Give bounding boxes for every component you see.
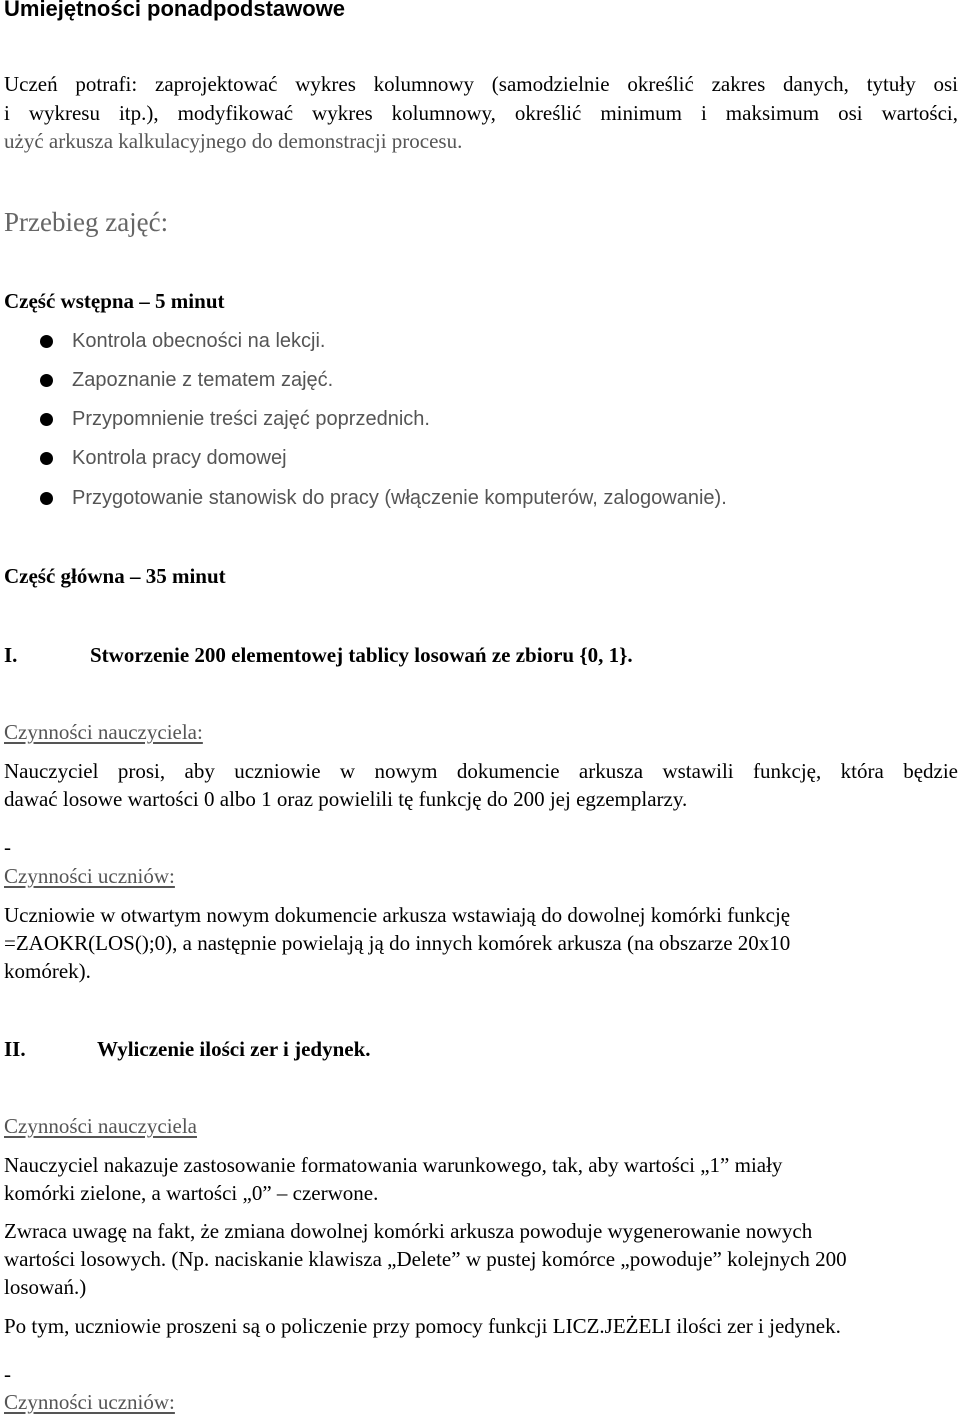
course-heading: Przebieg zajęć: bbox=[4, 207, 169, 237]
intro-list-item bbox=[40, 327, 325, 355]
section-1-title: Stworzenie 200 elementowej tablicy losowań ze zbioru {0, 1}. bbox=[90, 643, 633, 667]
intro-list-item bbox=[40, 484, 727, 512]
section-2-teacher-para-2-line-2: wartości losowych. (Np. naciskanie klawisza „Delete” w pustej komórce „powoduje” kolejnych 200 bbox=[4, 1247, 847, 1271]
section-2-teacher-para-2-line-1: Zwraca uwagę na fakt, że zmiana dowolnej komórki arkusza powoduje wygenerowanie nowych bbox=[4, 1219, 813, 1243]
section-1-students-line-1: Uczniowie w otwartym nowym dokumencie arkusza wstawiają do dowolnej komórki funkcję bbox=[4, 903, 791, 927]
intro-list-item-label: Przypomnienie treści zajęć poprzednich. bbox=[72, 408, 430, 430]
bullet-icon bbox=[40, 492, 53, 505]
section-1-students-line-2: =ZAOKR(LOS();0), a następnie powielają ją do innych komórek arkusza (na obszarze 20x10 bbox=[4, 931, 791, 955]
skills-paragraph-line-1: Uczeń potrafi: zaprojektować wykres kolumnowy (samodzielnie określić zakres danych, tytuły osi bbox=[4, 72, 958, 96]
intro-list-item-label: Zapoznanie z tematem zajęć. bbox=[72, 369, 334, 391]
bullet-icon bbox=[40, 452, 53, 465]
intro-list-item bbox=[40, 366, 333, 394]
section-1-students-label: Czynności uczniów: bbox=[4, 864, 175, 888]
section-1-teacher-line-1: Nauczyciel prosi, aby uczniowie w nowym dokumencie arkusza wstawili funkcję, która będzie bbox=[4, 759, 958, 783]
intro-heading: Część wstępna – 5 minut bbox=[4, 289, 225, 313]
section-2-dash: - bbox=[4, 1362, 11, 1386]
section-2-number: II. bbox=[4, 1037, 26, 1061]
section-1-dash: - bbox=[4, 835, 11, 859]
skills-paragraph-line-2: i wykresu itp.), modyfikować wykres kolumnowy, określić minimum i maksimum osi wartości, bbox=[4, 101, 958, 125]
section-1-number: I. bbox=[4, 643, 18, 667]
bullet-icon bbox=[40, 413, 53, 426]
intro-list-item-label: Kontrola obecności na lekcji. bbox=[72, 330, 326, 352]
section-1-students-line-3: komórek). bbox=[4, 959, 91, 983]
intro-list-item-label: Kontrola pracy domowej bbox=[72, 447, 287, 469]
section-2-teacher-para-2-line-3: losowań.) bbox=[4, 1275, 87, 1299]
main-part-heading: Część główna – 35 minut bbox=[4, 564, 226, 588]
section-1-teacher-label: Czynności nauczyciela: bbox=[4, 720, 203, 744]
skills-paragraph-line-3: użyć arkusza kalkulacyjnego do demonstracji procesu. bbox=[4, 129, 463, 153]
intro-list-item-label: Przygotowanie stanowisk do pracy (włączenie komputerów, zalogowanie). bbox=[72, 487, 727, 509]
bullet-icon bbox=[40, 335, 53, 348]
section-2-teacher-para-1-line-2: komórki zielone, a wartości „0” – czerwone. bbox=[4, 1181, 379, 1205]
section-2-title: Wyliczenie ilości zer i jedynek. bbox=[97, 1037, 371, 1061]
section-2-teacher-para-1-line-1: Nauczyciel nakazuje zastosowanie formatowania warunkowego, tak, aby wartości „1” miały bbox=[4, 1153, 783, 1177]
section-2-teacher-para-3: Po tym, uczniowie proszeni są o policzenie przy pomocy funkcji LICZ.JEŻELI ilości zer i jedynek. bbox=[4, 1314, 841, 1338]
skills-heading: Umiejętności ponadpodstawowe bbox=[4, 0, 346, 21]
intro-list-item bbox=[40, 405, 430, 433]
intro-list-item bbox=[40, 444, 287, 472]
bullet-icon bbox=[40, 374, 53, 387]
section-2-teacher-label: Czynności nauczyciela bbox=[4, 1114, 197, 1138]
section-1-teacher-line-2: dawać losowe wartości 0 albo 1 oraz powielili tę funkcję do 200 jej egzemplarzy. bbox=[4, 787, 688, 811]
section-2-students-label: Czynności uczniów: bbox=[4, 1390, 175, 1414]
